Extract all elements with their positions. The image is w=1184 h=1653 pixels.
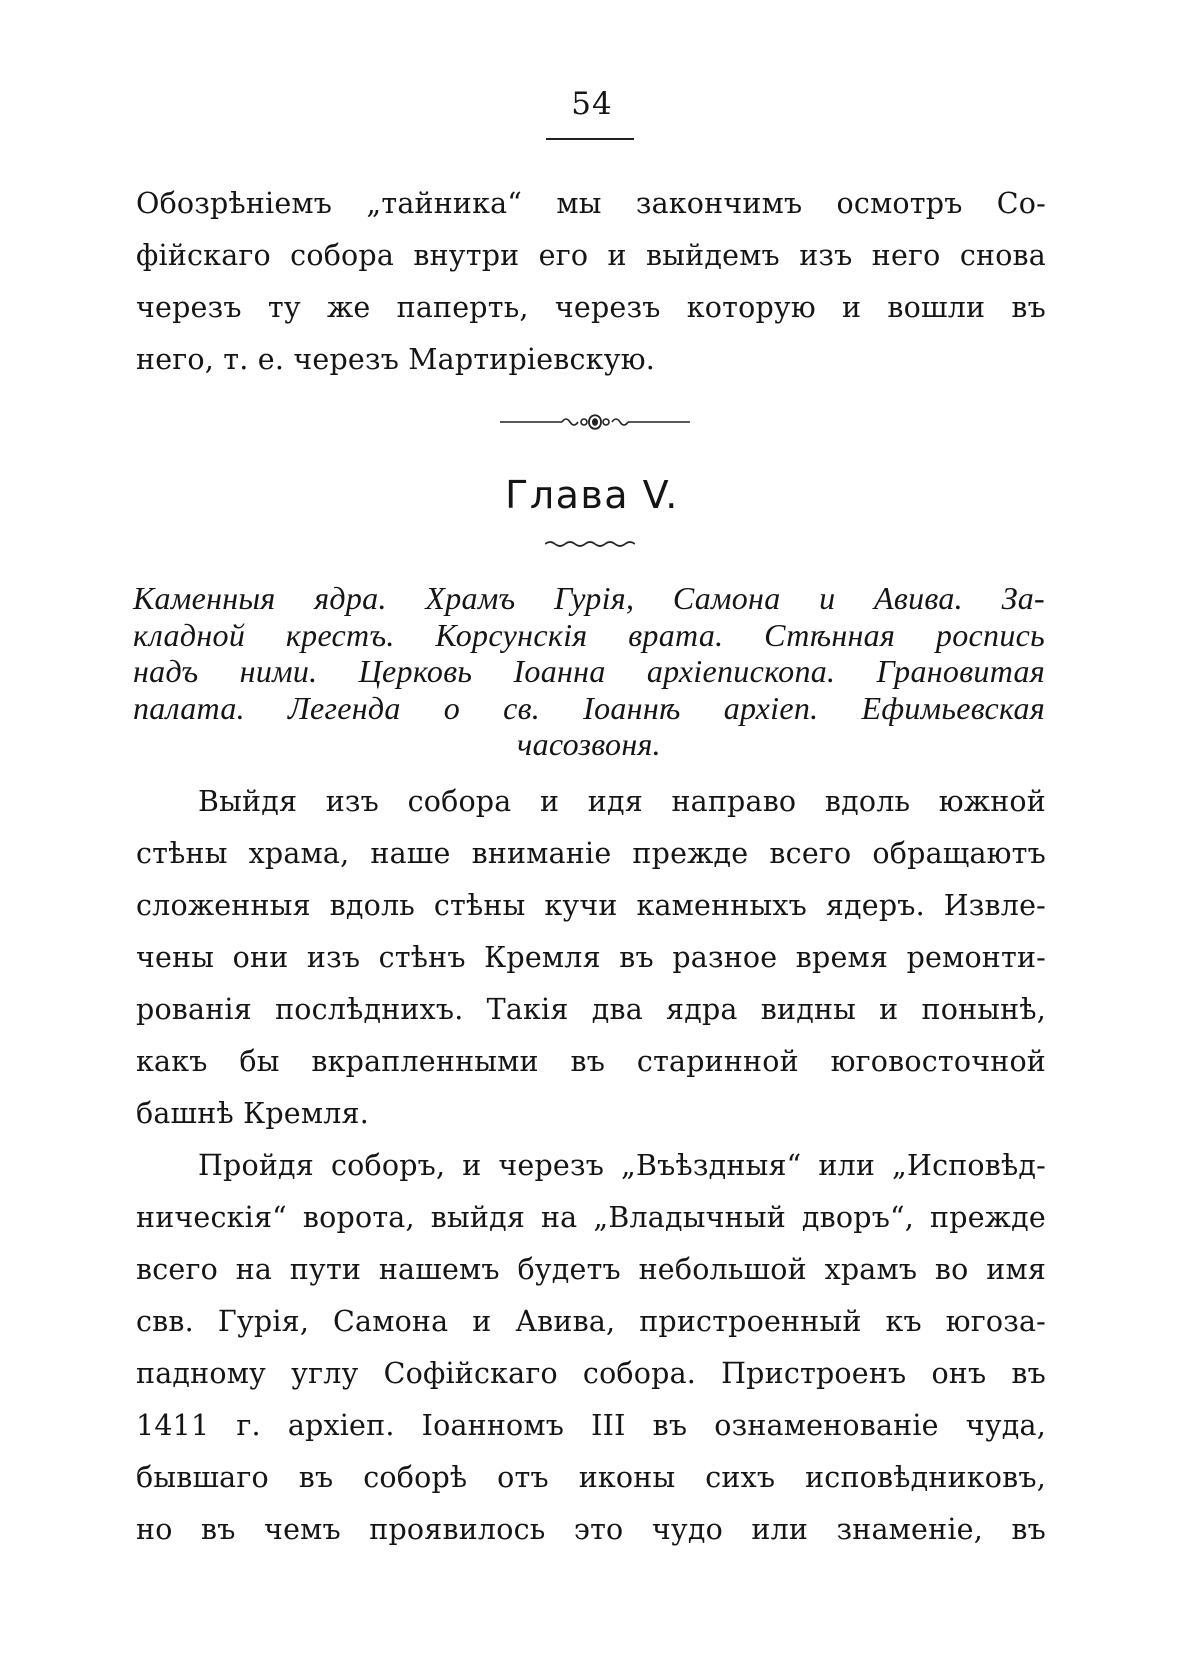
paragraph-line: какъ бы вкрапленными въ старинной юговосточной bbox=[136, 1045, 1046, 1078]
intro-line: черезъ ту же паперть, черезъ которую и вошли въ bbox=[136, 291, 1046, 324]
paragraph-line: свв. Гурія, Самона и Авива, пристроенный къ югоза- bbox=[136, 1305, 1046, 1338]
intro-line: него, т. е. черезъ Мартиріевскую. bbox=[136, 343, 655, 376]
paragraph-line: рованія послѣднихъ. Такія два ядра видны и понынѣ, bbox=[136, 993, 1046, 1026]
summary-line: Каменныя ядра. Храмъ Гурія, Самона и Авива. За- bbox=[133, 580, 1045, 616]
paragraph-line: Пройдя соборъ, и черезъ „Въѣздныя“ или „Исповѣд- bbox=[198, 1149, 1046, 1182]
paragraph-line: бывшаго въ соборѣ отъ иконы сихъ исповѣдниковъ, bbox=[136, 1461, 1046, 1494]
paragraph-line: Выйдя изъ собора и идя направо вдоль южной bbox=[198, 785, 1046, 818]
chapter-summary bbox=[133, 580, 1045, 763]
intro-line: фійскаго собора внутри его и выйдемъ изъ него снова bbox=[136, 239, 1046, 272]
ornament-divider-icon bbox=[500, 410, 690, 434]
page-number-rule bbox=[546, 138, 634, 140]
summary-line: палата. Легенда о св. Іоаннѣ архіеп. Ефимьевская bbox=[133, 689, 1045, 726]
summary-line: надъ ними. Церковь Іоанна архіепископа. Грановитая bbox=[133, 653, 1045, 689]
summary-line: кладной крестъ. Корсунскія врата. Стѣнная роспись bbox=[133, 616, 1045, 653]
chapter-title: Глава V. bbox=[505, 473, 679, 517]
paragraph-line: падному углу Софійскаго собора. Пристроенъ онъ въ bbox=[136, 1357, 1046, 1390]
paragraph-line: но въ чемъ проявилось это чудо или знаменіе, въ bbox=[136, 1513, 1046, 1546]
paragraph-line: стѣны храма, наше вниманіе прежде всего обращаютъ bbox=[136, 837, 1046, 870]
page-number: 54 bbox=[571, 86, 613, 122]
tilde-divider-icon bbox=[545, 539, 635, 549]
paragraph-line: ническія“ ворота, выйдя на „Владычный дворъ“, прежде bbox=[136, 1201, 1046, 1234]
paragraph-line: башнѣ Кремля. bbox=[136, 1097, 369, 1130]
body-paragraph-2 bbox=[136, 1140, 1046, 1556]
paragraph-line: сложенныя вдоль стѣны кучи каменныхъ ядеръ. Извле- bbox=[136, 889, 1046, 922]
paragraph-line: всего на пути нашемъ будетъ небольшой храмъ во имя bbox=[136, 1253, 1046, 1286]
paragraph-line: чены они изъ стѣнъ Кремля въ разное время ремонти- bbox=[136, 941, 1046, 974]
body-paragraph-1 bbox=[136, 776, 1046, 1140]
summary-line: часозвоня. bbox=[517, 726, 661, 762]
intro-paragraph bbox=[136, 178, 1046, 386]
paragraph-line: 1411 г. архіеп. Іоанномъ III въ ознаменованіе чуда, bbox=[136, 1409, 1046, 1442]
intro-line: Обозрѣніемъ „тайника“ мы закончимъ осмотръ Со- bbox=[136, 187, 1046, 220]
